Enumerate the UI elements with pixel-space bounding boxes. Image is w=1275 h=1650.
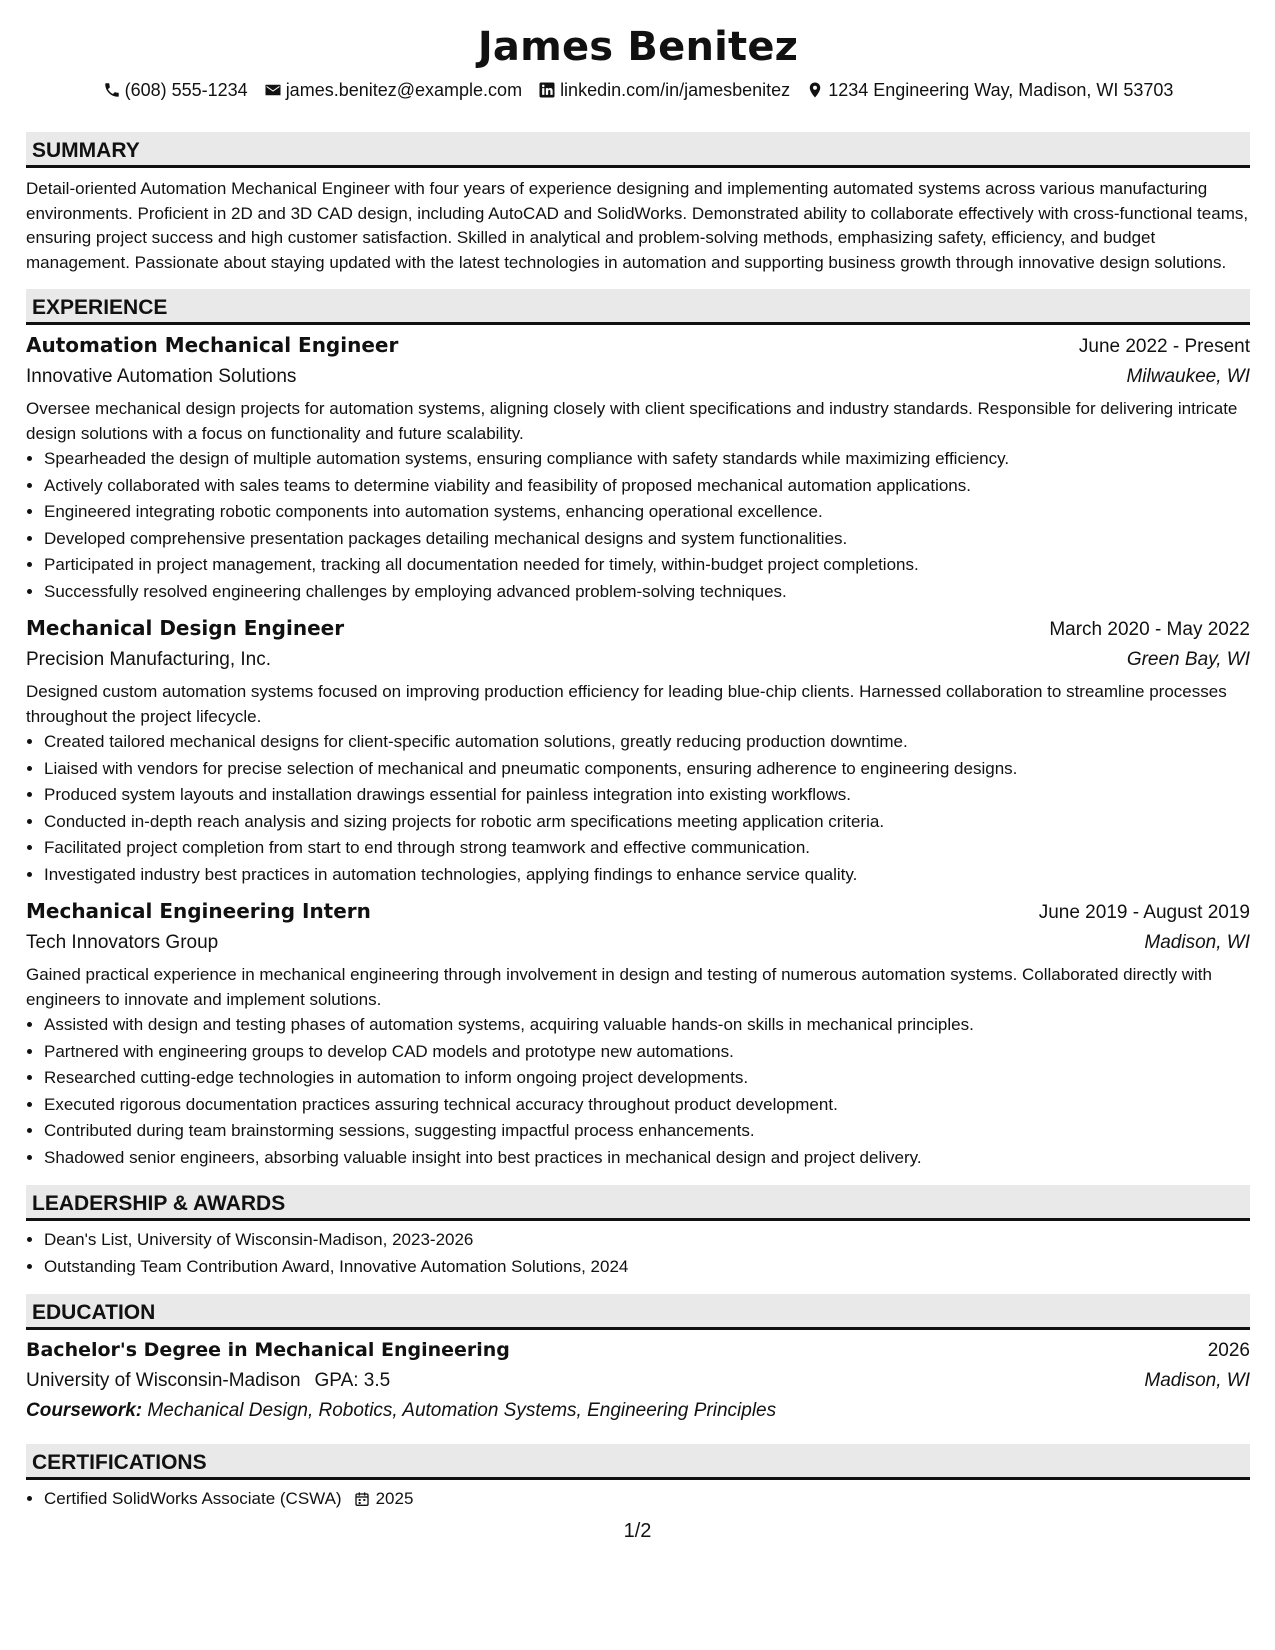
certifications-list (26, 1486, 1250, 1513)
experience-section (26, 289, 1250, 1171)
cert-year: 2025 (375, 1489, 414, 1508)
address-text: 1234 Engineering Way, Madison, WI 53703 (828, 80, 1174, 100)
list-item: • Liaised with vendors for precise selection of mechanical and pneumatic components, ensuring adherence to engineering designs. (44, 756, 1250, 783)
section-heading: SUMMARY (26, 132, 1250, 168)
list-item: • Conducted in-depth reach analysis and sizing projects for robotic arm specifications meeting application criteria. (44, 809, 1250, 836)
contact-linkedin[interactable] (538, 78, 790, 102)
education-section (26, 1294, 1250, 1426)
job-title: Automation Mechanical Engineer (26, 333, 399, 357)
resume-page (26, 22, 1250, 1513)
job-date: March 2020 - May 2022 (1049, 619, 1250, 640)
list-item: • Successfully resolved engineering challenges by employing advanced problem-solving techniques. (44, 579, 1250, 606)
summary-section (26, 132, 1250, 275)
job-description: Designed custom automation systems focused on improving production efficiency for leading blue-chip clients. Harnessed collaboration to streamline processes throughout the project lifecycle. (26, 682, 1227, 726)
leadership-section (26, 1185, 1250, 1280)
list-item: • Dean's List, University of Wisconsin-Madison, 2023-2026 (44, 1227, 1250, 1254)
list-item: • Partnered with engineering groups to develop CAD models and prototype new automations. (44, 1039, 1250, 1066)
list-item: • Investigated industry best practices in automation technologies, applying findings to enhance service quality. (44, 862, 1250, 889)
list-item: • Researched cutting-edge technologies in automation to inform ongoing project developments. (44, 1065, 1250, 1092)
list-item: • Spearheaded the design of multiple automation systems, ensuring compliance with safety standards while maximizing efficiency. (44, 446, 1250, 473)
summary-text: Detail-oriented Automation Mechanical Engineer with four years of experience designing and implementing automated systems across various manufacturing environments. Proficient in 2D and 3D CAD design, including AutoCAD and SolidWorks. Demonstrated ability to collaborate effectively with cross-functional teams, ensuring project success and high customer satisfaction. Skilled in analytical and problem-solving methods, emphasizing safety, efficiency, and budget management. Passionate about staying updated with the latest technologies in automation and supporting business growth through innovative design solutions. (26, 179, 1249, 272)
linkedin-text: linkedin.com/in/jamesbenitez (560, 80, 791, 100)
list-item: • Facilitated project completion from start to end through strong teamwork and effective communication. (44, 835, 1250, 862)
list-item: • Actively collaborated with sales teams to determine viability and feasibility of proposed mechanical automation applications. (44, 473, 1250, 500)
job-location: Milwaukee, WI (1126, 366, 1250, 387)
list-item: • Executed rigorous documentation practices assuring technical accuracy throughout product development. (44, 1092, 1250, 1119)
page-number: 1/2 (623, 1520, 652, 1542)
section-heading: EXPERIENCE (26, 289, 1250, 325)
coursework (26, 1396, 1250, 1426)
envelope-icon (264, 81, 282, 99)
list-item: • Engineered integrating robotic components into automation systems, enhancing operational excellence. (44, 499, 1250, 526)
job-description: Gained practical experience in mechanical engineering through involvement in design and testing of numerous automation systems. Collaborated directly with engineers to innovate and implement solutions. (26, 965, 1212, 1009)
job-entry (26, 330, 1250, 605)
coursework-text: Mechanical Design, Robotics, Automation Systems, Engineering Principles (147, 1400, 777, 1421)
job-bullets (26, 446, 1250, 605)
school-location: Madison, WI (1144, 1370, 1250, 1391)
job-date: June 2022 - Present (1078, 336, 1250, 357)
list-item: • Outstanding Team Contribution Award, Innovative Automation Solutions, 2024 (44, 1254, 1250, 1281)
email-text: james.benitez@example.com (285, 80, 523, 100)
job-title: Mechanical Design Engineer (26, 616, 345, 640)
calendar-icon (354, 1491, 370, 1507)
job-entry (26, 613, 1250, 888)
gpa-text: GPA: 3.5 (314, 1370, 391, 1391)
job-bullets (26, 729, 1250, 888)
section-heading: LEADERSHIP & AWARDS (26, 1185, 1250, 1221)
job-company: Precision Manufacturing, Inc. (26, 649, 272, 670)
job-bullets (26, 1012, 1250, 1171)
list-item (44, 1486, 1250, 1513)
job-location: Green Bay, WI (1126, 649, 1250, 670)
section-heading: CERTIFICATIONS (26, 1444, 1250, 1480)
contact-phone[interactable] (103, 78, 248, 102)
list-item: • Shadowed senior engineers, absorbing valuable insight into best practices in mechanical design and project delivery. (44, 1145, 1250, 1172)
job-title: Mechanical Engineering Intern (26, 899, 371, 923)
phone-icon (103, 81, 121, 99)
list-item: • Assisted with design and testing phases of automation systems, acquiring valuable hands-on skills in mechanical principles. (44, 1012, 1250, 1039)
section-heading: EDUCATION (26, 1294, 1250, 1330)
list-item: • Contributed during team brainstorming sessions, suggesting impactful process enhancements. (44, 1118, 1250, 1145)
candidate-name: James Benitez (477, 24, 799, 70)
list-item: • Developed comprehensive presentation packages detailing mechanical designs and system functionalities. (44, 526, 1250, 553)
certifications-section (26, 1444, 1250, 1513)
awards-list (26, 1227, 1250, 1280)
degree-title: Bachelor's Degree in Mechanical Engineering (26, 1339, 510, 1361)
contact-bar (26, 78, 1250, 102)
phone-text: (608) 555-1234 (124, 80, 248, 100)
school-name: University of Wisconsin-Madison (26, 1370, 301, 1391)
graduation-year: 2026 (1207, 1340, 1250, 1361)
contact-address (806, 78, 1173, 102)
job-entry (26, 896, 1250, 1171)
map-pin-icon (806, 81, 824, 99)
contact-email[interactable] (264, 78, 522, 102)
cert-name: • Certified SolidWorks Associate (CSWA) (44, 1489, 342, 1508)
job-date: June 2019 - August 2019 (1038, 902, 1250, 923)
linkedin-icon (538, 81, 556, 99)
list-item: • Created tailored mechanical designs for client-specific automation solutions, greatly reducing production downtime. (44, 729, 1250, 756)
job-company: Innovative Automation Solutions (26, 366, 297, 387)
list-item: • Participated in project management, tracking all documentation needed for timely, within-budget project completions. (44, 552, 1250, 579)
coursework-label: Coursework: (26, 1400, 143, 1421)
list-item: • Produced system layouts and installation drawings essential for painless integration into existing workflows. (44, 782, 1250, 809)
job-location: Madison, WI (1144, 932, 1250, 953)
job-company: Tech Innovators Group (26, 932, 219, 953)
job-description: Oversee mechanical design projects for automation systems, aligning closely with client specifications and industry standards. Responsible for delivering intricate design solutions with a focus on functionality and future scalability. (26, 399, 1238, 443)
